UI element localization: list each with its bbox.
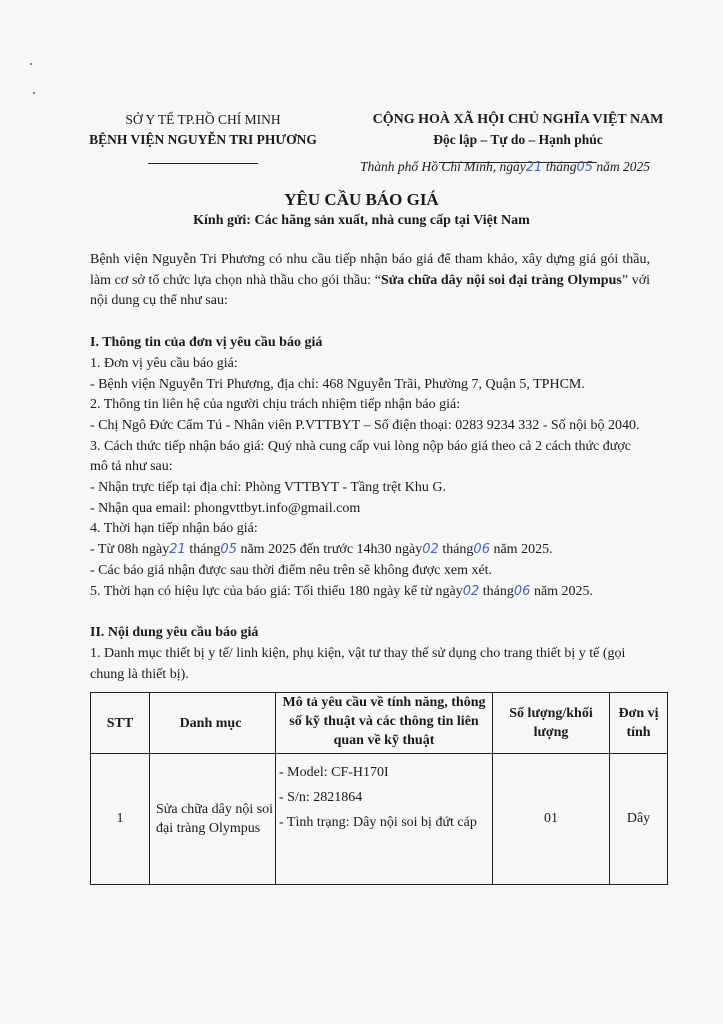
national-motto: Độc lập – Tự do – Hạnh phúc (433, 132, 603, 147)
issuer-hospital: BỆNH VIỆN NGUYỄN TRI PHƯƠNG (89, 132, 317, 147)
date-month-label: tháng (545, 159, 577, 174)
cell-unit: Dây (610, 754, 668, 885)
col-header-stt: STT (91, 693, 150, 754)
handwritten-day: 02 (462, 583, 480, 599)
section-1-item-5 (90, 582, 650, 603)
date-line (360, 159, 680, 175)
desc-model: - Model: CF-H170I (279, 765, 389, 780)
table-row (91, 754, 668, 885)
cell-category: Sửa chữa dây nội soi đại tràng Olympus (150, 754, 276, 885)
intro-text-end: ” với nội dung cụ thể như sau: (90, 272, 650, 309)
scan-speck (30, 63, 32, 65)
section-2-item-1: 1. Danh mục thiết bị y tế/ linh kiện, phụ kiện, vật tư thay thế sử dụng cho trang thiết bị y tế (gọi chung là thiết bị). (90, 645, 626, 682)
section-1-item-1: 1. Đơn vị yêu cầu báo giá: (90, 355, 238, 371)
handwritten-month: 05 (576, 160, 593, 175)
col-header-unit: Đơn vị tính (610, 693, 668, 754)
handwritten-month: 06 (473, 542, 490, 558)
handwritten-month: 05 (220, 542, 237, 558)
cell-stt: 1 (91, 754, 150, 885)
document-title: YÊU CẦU BÁO GIÁ (284, 190, 439, 209)
section-1-item-4: 4. Thời hạn tiếp nhận báo giá: (90, 521, 258, 537)
intro-paragraph (90, 250, 650, 312)
text: tháng (479, 583, 514, 599)
section-1-heading: I. Thông tin của đơn vị yêu cầu báo giá (90, 335, 323, 351)
text: 5. Thời hạn có hiệu lực của báo giá: Tối thiểu 180 ngày kể từ ngày (90, 583, 463, 599)
text: năm 2025 đến trước 14h30 ngày (236, 542, 423, 558)
national-name: CỘNG HOÀ XÃ HỘI CHỦ NGHĨA VIỆT NAM (372, 112, 664, 127)
scan-speck (33, 92, 35, 94)
section-1-item-3: 3. Cách thức tiếp nhận báo giá: Quý nhà cung cấp vui lòng nộp báo giá theo cả 2 cách thức được mô tả như sau: (90, 438, 632, 475)
col-header-category: Danh mục (150, 693, 276, 754)
text: tháng (185, 542, 221, 558)
desc-serial: - S/n: 2821864 (279, 790, 363, 805)
text: năm 2025. (530, 583, 594, 599)
table-header-row (91, 693, 668, 754)
col-header-description: Mô tả yêu cầu về tính năng, thông số kỹ thuật và các thông tin liên quan về kỹ thuật (276, 693, 493, 754)
text: - Từ 08h ngày (90, 542, 170, 558)
issuer-department: SỞ Y TẾ TP.HỒ CHÍ MINH (125, 112, 281, 127)
cell-description (276, 754, 493, 885)
issuer-underline (148, 163, 258, 164)
handwritten-day: 21 (169, 542, 186, 558)
col-header-quantity: Số lượng/khối lượng (493, 693, 610, 754)
desc-condition: - Tình trạng: Dây nội soi bị đứt cáp (279, 815, 477, 830)
issuer-header (78, 110, 328, 170)
text: năm 2025. (489, 542, 553, 558)
handwritten-day: 21 (525, 160, 543, 175)
package-name: Sửa chữa dây nội soi đại tràng Olympus (380, 272, 622, 288)
handwritten-month: 06 (513, 583, 531, 599)
section-1-item-4-b: - Các báo giá nhận được sau thời điểm nêu trên sẽ không được xem xét. (90, 562, 493, 578)
request-table (90, 692, 668, 885)
section-1-item-3-b: - Nhận qua email: phongvttbyt.info@gmail.com (90, 500, 361, 516)
date-prefix: Thành phố Hồ Chí Minh, ngày (360, 159, 526, 174)
section-1-item-4-a (90, 540, 650, 561)
section-1-item-3-a: - Nhận trực tiếp tại địa chỉ: Phòng VTTBYT - Tầng trệt Khu G. (90, 480, 446, 496)
section-1-item-1-detail: - Bệnh viện Nguyễn Tri Phương, địa chỉ: 468 Nguyễn Trãi, Phường 7, Quận 5, TPHCM. (90, 376, 585, 392)
section-1-item-2: 2. Thông tin liên hệ của người chịu trách nhiệm tiếp nhận báo giá: (90, 397, 461, 413)
document-recipient: Kính gửi: Các hãng sản xuất, nhà cung cấp tại Việt Nam (193, 213, 530, 228)
cell-quantity: 01 (493, 754, 610, 885)
handwritten-day: 02 (422, 542, 439, 558)
date-year-label: năm 2025 (596, 159, 650, 174)
section-1-item-2-detail: - Chị Ngô Đức Cẩm Tú - Nhân viên P.VTTBYT – Số điện thoại: 0283 9234 332 - Số nội bộ 2040. (90, 417, 640, 433)
intro-text: Bệnh viện Nguyễn Tri Phương có nhu cầu tiếp nhận báo giá để tham khảo, xây dựng giá gói thầu, làm cơ sở tổ chức lựa chọn nhà thầu cho gói thầu: “ (90, 252, 650, 288)
document-body (90, 250, 650, 685)
section-2-heading: II. Nội dung yêu cầu báo giá (90, 625, 259, 641)
text: tháng (438, 542, 474, 558)
